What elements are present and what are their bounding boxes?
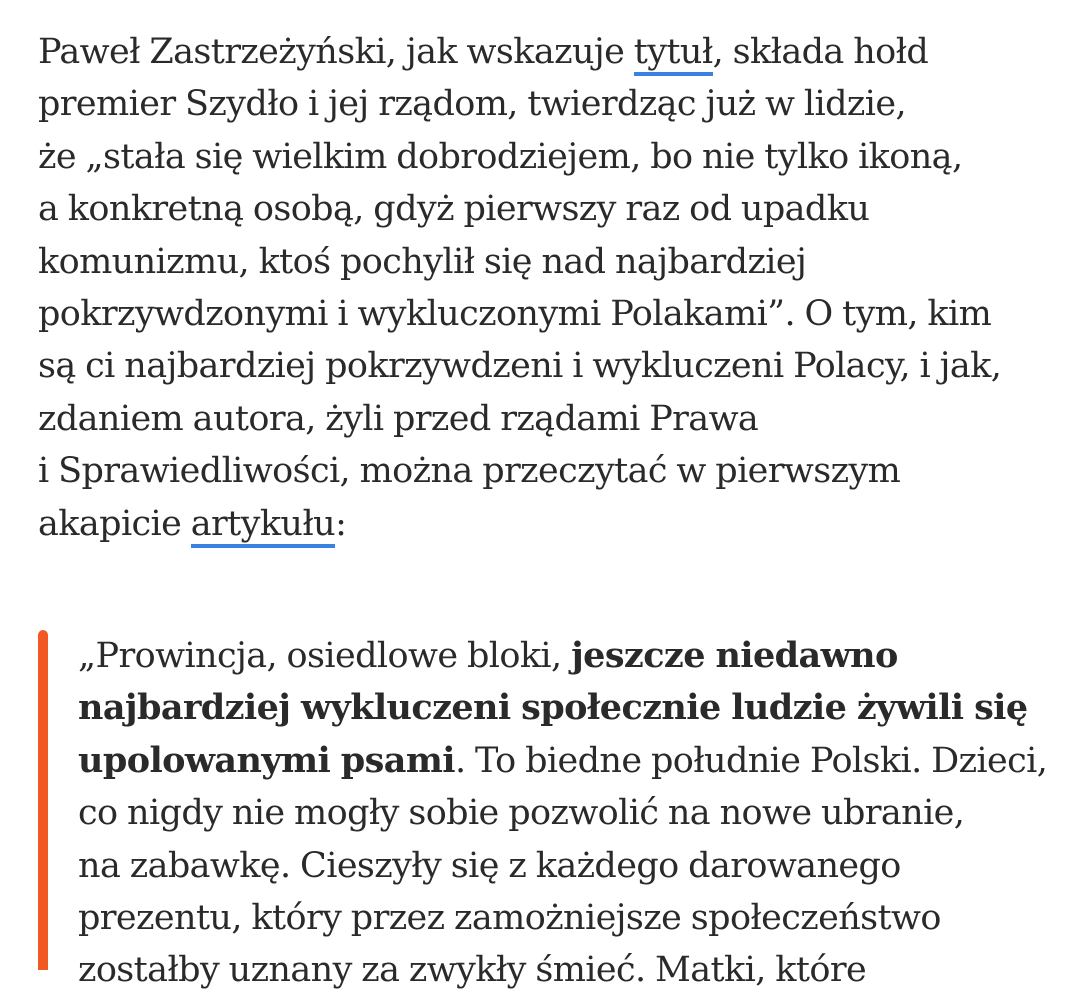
text-segment: , składa hołd — [712, 32, 929, 72]
text-segment: : — [335, 503, 347, 544]
blockquote — [38, 630, 1048, 991]
paragraph-line: premier Szydło i jej rządom, twierdząc już w lidzie, — [38, 84, 906, 125]
bold-segment: najbardziej wykluczeni społecznie ludzie żywili się — [78, 687, 1028, 729]
quote-line — [78, 735, 1048, 787]
paragraph-line — [38, 498, 1048, 550]
quote-line — [78, 682, 1038, 734]
paragraph-line: pokrzywdzonymi i wykluczonymi Polakami”. O tym, kim — [38, 294, 992, 335]
quote-line: prezentu, który przez zamożniejsze społeczeństwo — [78, 898, 941, 939]
article-paragraph — [38, 26, 1048, 550]
bold-segment: jeszcze niedawno — [571, 635, 898, 676]
paragraph-line: są ci najbardziej pokrzywdzeni i wykluczeni Polacy, i jak, — [38, 346, 1002, 387]
quote-line: zostałby uznany za zwykły śmieć. Matki, które — [78, 950, 867, 991]
text-segment: „Prowincja, osiedlowe bloki, — [78, 636, 572, 676]
quote-line — [78, 630, 1038, 682]
link-title[interactable]: tytuł — [634, 32, 713, 76]
paragraph-line: i Sprawiedliwości, można przeczytać w pierwszym — [38, 451, 901, 492]
article-body — [38, 26, 1048, 550]
paragraph-line — [38, 26, 1048, 78]
link-article[interactable]: artykułu — [191, 504, 335, 548]
quote-line: na zabawkę. Cieszyły się z każdego darowanego — [78, 845, 901, 886]
quote-text — [78, 630, 1048, 997]
paragraph-line: a konkretną osobą, gdyż pierwszy raz od upadku — [38, 189, 870, 230]
text-segment: akapicie — [38, 503, 191, 544]
text-segment: Paweł Zastrzeżyński, jak wskazuje — [38, 32, 634, 72]
paragraph-line: zdaniem autora, żyli przed rządami Prawa — [38, 398, 759, 439]
quote-line: co nigdy nie mogły sobie pozwolić na nowe ubranie, — [78, 793, 965, 834]
paragraph-line: że „stała się wielkim dobrodziejem, bo nie tylko ikoną, — [38, 136, 963, 177]
quote-accent-bar — [38, 630, 48, 970]
bold-segment: upolowanymi psami — [78, 739, 455, 781]
text-segment: . To biedne południe Polski. Dzieci, — [455, 740, 1048, 781]
paragraph-line: komunizmu, ktoś pochylił się nad najbardziej — [38, 241, 807, 282]
